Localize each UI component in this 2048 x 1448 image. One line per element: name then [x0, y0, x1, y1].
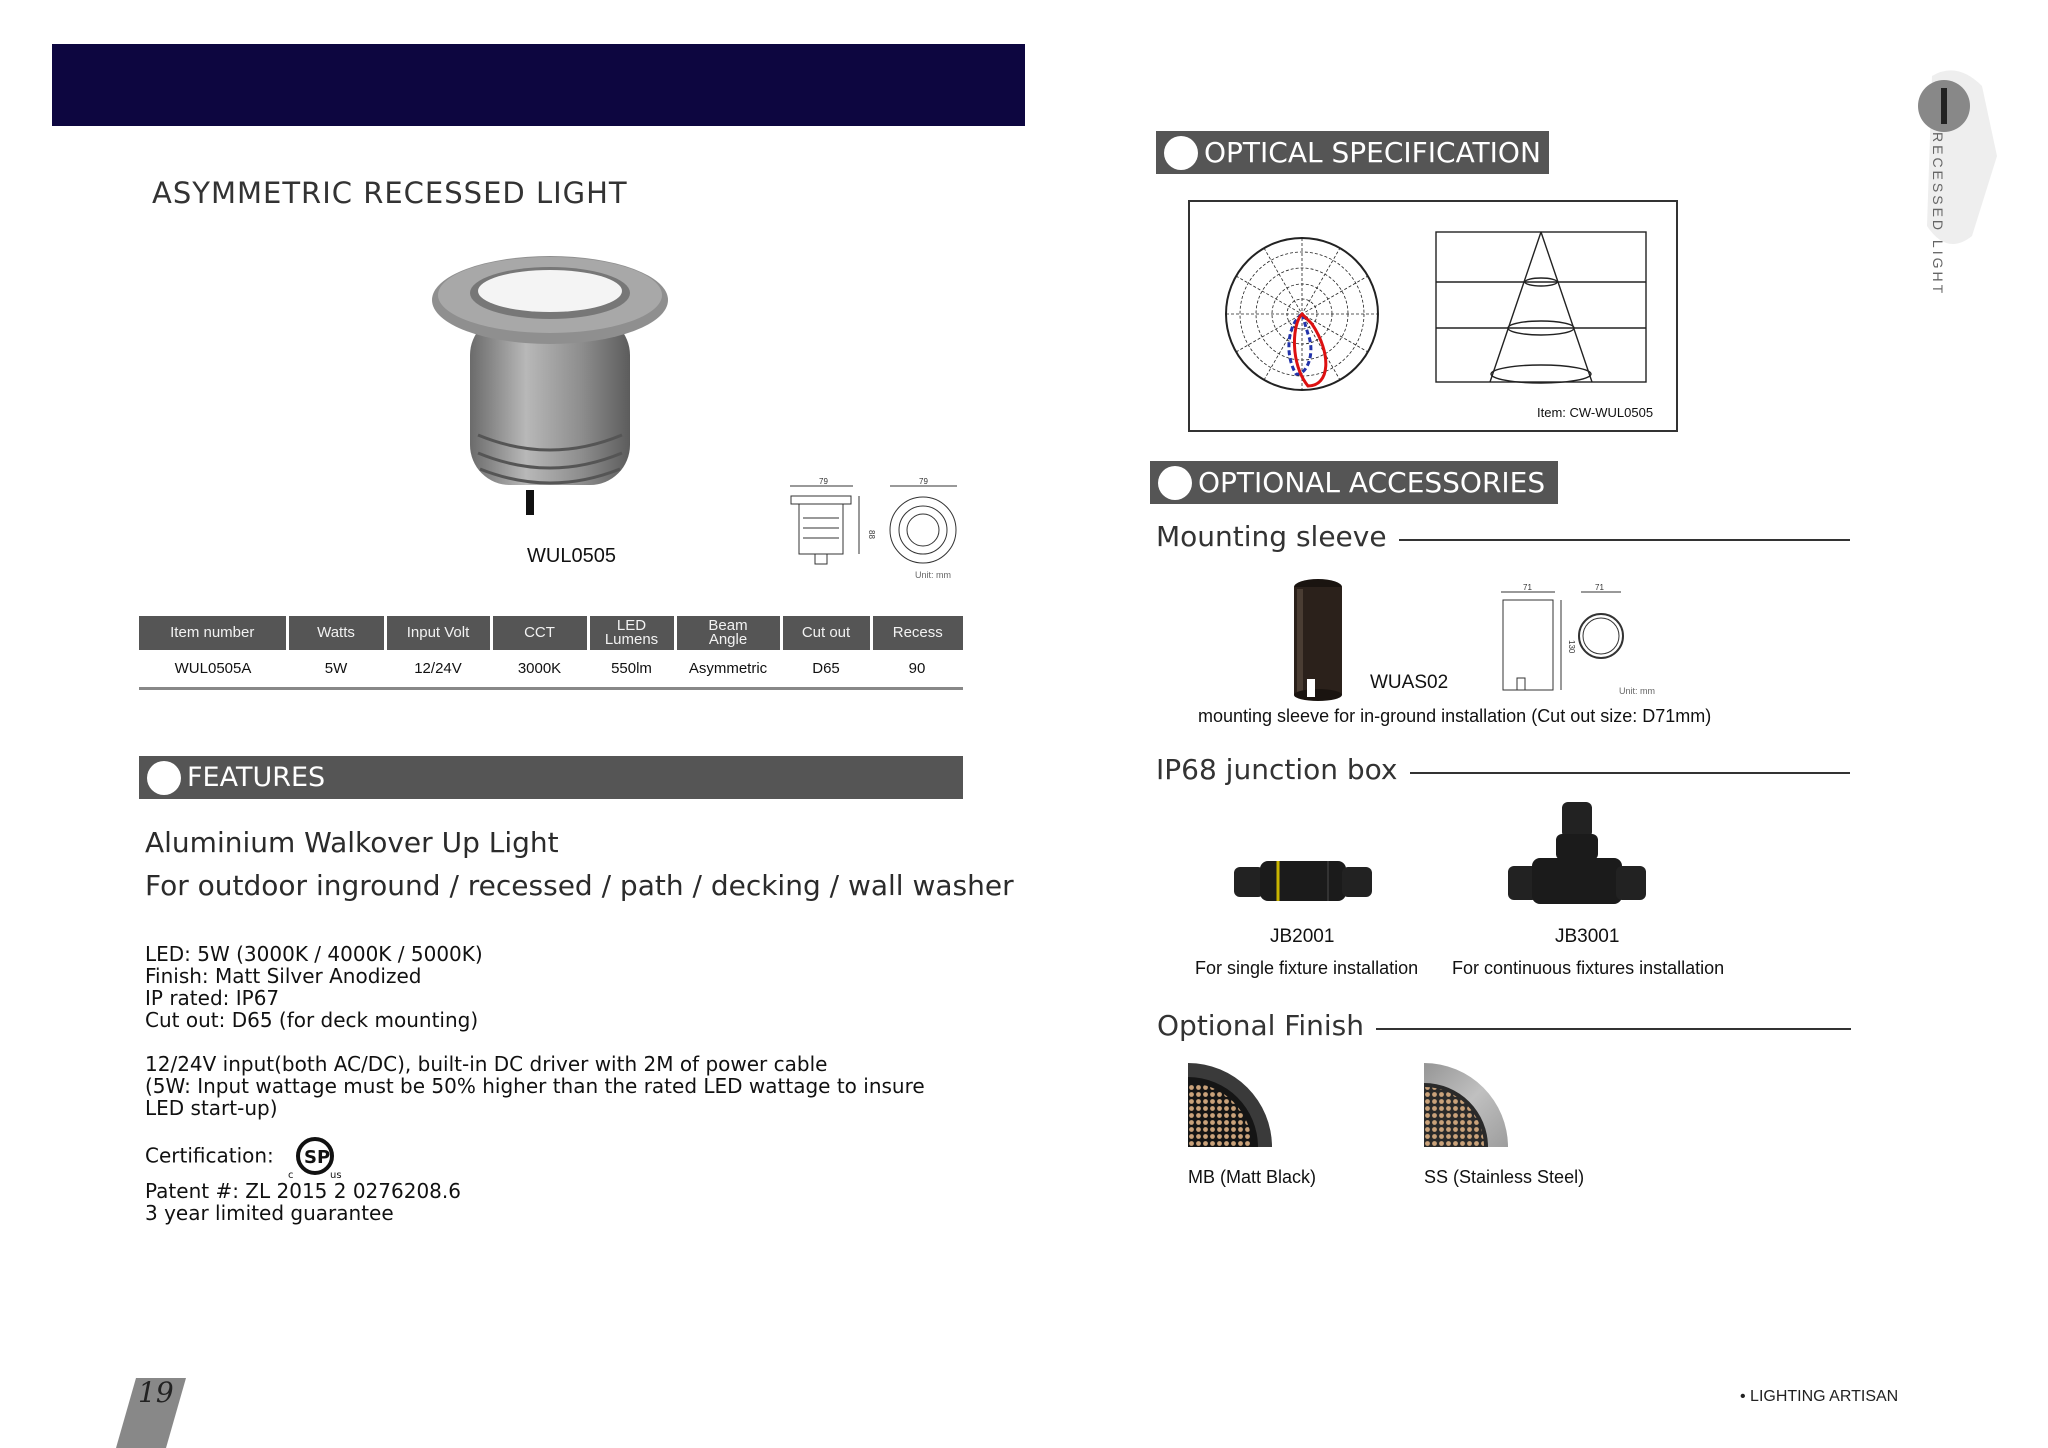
- col-watts: Watts: [287, 616, 385, 650]
- col-input-volt: Input Volt: [385, 616, 491, 650]
- spec-line-wattage-note: (5W: Input wattage must be 50% higher than the rated LED wattage to insure LED start-up): [145, 1074, 925, 1120]
- junction-box-title: IP68 junction box: [1156, 753, 1398, 786]
- dimension-height: 88: [867, 530, 876, 539]
- svg-text:us: us: [330, 1170, 342, 1180]
- cell-beam-angle: Asymmetric: [675, 650, 781, 688]
- driver-spec-list: [145, 1053, 965, 1119]
- optional-finish-title: Optional Finish: [1157, 1009, 1364, 1042]
- jb2001-photo: [1232, 855, 1374, 907]
- side-tab: [1912, 66, 2002, 246]
- spec-line-cutout: Cut out: D65 (for deck mounting): [145, 1008, 479, 1032]
- cell-led-lumens: 550lm: [588, 650, 675, 688]
- spec-table: [139, 616, 963, 690]
- jb3001-photo: [1506, 800, 1648, 915]
- cell-item-number: WUL0505A: [139, 650, 287, 688]
- jb3001-code: JB3001: [1555, 926, 1620, 947]
- brand-footer: • LIGHTING ARTISAN: [1740, 1388, 1899, 1405]
- accessories-title: OPTIONAL ACCESSORIES: [1198, 466, 1546, 499]
- sleeve-description: mounting sleeve for in-ground installation (Cut out size: D71mm): [1198, 706, 1712, 726]
- side-tab-label: RECESSED LIGHT: [1930, 132, 1946, 297]
- features-section-header: [139, 756, 963, 799]
- spec-line-input: 12/24V input(both AC/DC), built-in DC driver with 2M of power cable: [145, 1052, 828, 1076]
- finish-mb-label: MB (Matt Black): [1188, 1167, 1317, 1187]
- dimension-width-side: 79: [919, 478, 928, 486]
- certification-block: [145, 1134, 461, 1224]
- page-number: 19: [138, 1376, 174, 1409]
- product-title: ASYMMETRIC RECESSED LIGHT: [152, 176, 628, 210]
- optical-title: OPTICAL SPECIFICATION: [1204, 136, 1541, 169]
- jb2001-description: For single fixture installation: [1195, 958, 1419, 978]
- cell-watts: 5W: [287, 650, 385, 688]
- mounting-sleeve-title: Mounting sleeve: [1156, 520, 1387, 553]
- circle-bullet-icon: [1164, 136, 1198, 170]
- svg-text:c: c: [288, 1170, 294, 1180]
- features-headline: Aluminium Walkover Up Light: [145, 826, 559, 859]
- product-code: WUL0505: [527, 545, 616, 567]
- cell-recess: 90: [871, 650, 963, 688]
- cell-cct: 3000K: [491, 650, 588, 688]
- col-cut-out: Cut out: [781, 616, 871, 650]
- sleeve-dim-w2: 71: [1595, 583, 1604, 592]
- certification-line: [145, 1134, 461, 1180]
- sleeve-dim-h: 130: [1567, 640, 1576, 654]
- svg-text:SP: SP: [304, 1147, 331, 1168]
- optical-section-header: [1156, 131, 1549, 174]
- jb3001-description: For continuous fixtures installation: [1452, 958, 1725, 978]
- heading-rule: [1376, 1028, 1851, 1030]
- col-item-number: Item number: [139, 616, 287, 650]
- heading-rule: [1399, 539, 1850, 541]
- col-led-lumens: LED Lumens: [588, 616, 675, 650]
- spec-line-led: LED: 5W (3000K / 4000K / 5000K): [145, 942, 483, 966]
- circle-bullet-icon: [147, 761, 181, 795]
- col-cct: CCT: [491, 616, 588, 650]
- dimension-unit: Unit: mm: [915, 570, 951, 580]
- col-recess: Recess: [871, 616, 963, 650]
- accessories-section-header: [1150, 461, 1558, 504]
- csa-logo-icon: [286, 1134, 344, 1180]
- junction-box-heading: [1156, 753, 1850, 786]
- sleeve-dim-w1: 71: [1523, 583, 1532, 592]
- cell-input-volt: 12/24V: [385, 650, 491, 688]
- mounting-sleeve-dimension-drawing: [1495, 580, 1675, 698]
- dimension-width-top: 79: [819, 478, 828, 486]
- col-beam-angle: Beam Angle: [675, 616, 781, 650]
- cell-cut-out: D65: [781, 650, 871, 688]
- optical-item-label: Item: CW-WUL0505: [1537, 405, 1654, 420]
- led-spec-list: [145, 943, 483, 1031]
- certification-label: Certification:: [145, 1143, 274, 1168]
- guarantee-line: 3 year limited guarantee: [145, 1201, 394, 1225]
- header-bar: [52, 44, 1025, 126]
- finish-ss-label: SS (Stainless Steel): [1424, 1167, 1585, 1187]
- features-title: FEATURES: [187, 762, 326, 793]
- circle-bullet-icon: [1158, 466, 1192, 500]
- photometric-diagram: [1190, 202, 1676, 430]
- mounting-sleeve-photo: [1293, 577, 1343, 701]
- jb2001-code: JB2001: [1270, 926, 1335, 947]
- mounting-sleeve-heading: [1156, 520, 1850, 553]
- product-photo: [430, 255, 670, 515]
- heading-rule: [1410, 772, 1851, 774]
- patent-line: Patent #: ZL 2015 2 0276208.6: [145, 1179, 461, 1203]
- sleeve-code: WUAS02: [1370, 672, 1449, 693]
- table-row: [139, 650, 963, 688]
- optical-diagram-panel: [1188, 200, 1678, 432]
- finish-swatch-matt-black: [1188, 1063, 1272, 1147]
- optional-finish-heading: [1157, 1009, 1851, 1042]
- spec-line-finish: Finish: Matt Silver Anodized: [145, 964, 422, 988]
- spec-table-header-row: [139, 616, 963, 650]
- finish-swatch-stainless-steel: [1424, 1063, 1508, 1147]
- spec-line-ip: IP rated: IP67: [145, 986, 280, 1010]
- sleeve-dim-unit: Unit: mm: [1619, 686, 1655, 696]
- product-dimension-drawing: [785, 478, 975, 582]
- features-subline: For outdoor inground / recessed / path / decking / wall washer: [145, 869, 1014, 902]
